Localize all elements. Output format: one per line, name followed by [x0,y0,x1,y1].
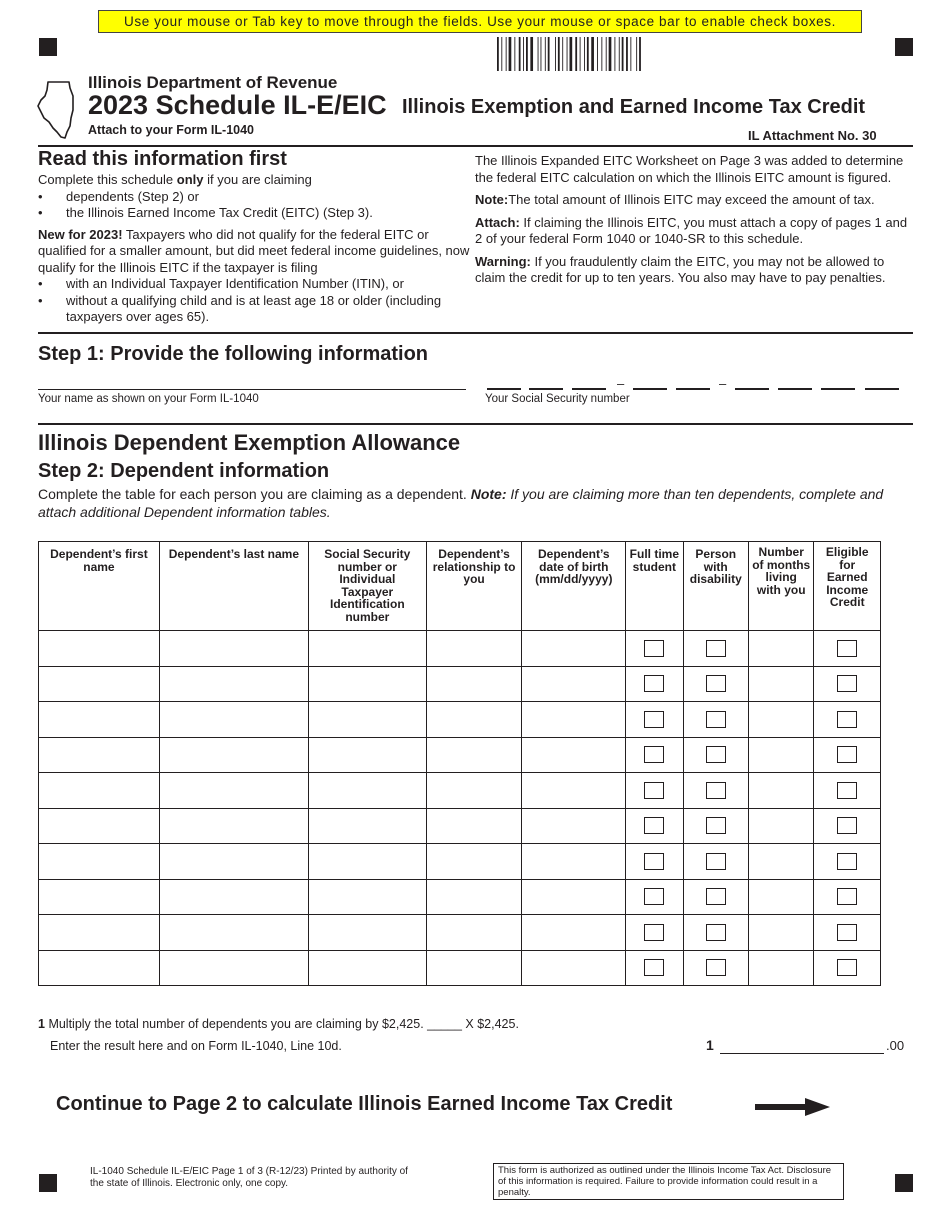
ssn-digit-7 [778,388,812,390]
full-time-student-checkbox[interactable] [644,888,664,905]
table-cell [626,666,683,702]
dob-input[interactable] [522,844,626,880]
ssn-caption: Your Social Security number [485,393,630,405]
continue-text: Continue to Page 2 to calculate Illinois Earned Income Tax Credit [56,1093,673,1115]
table-cell [683,631,748,667]
step1-heading: Step 1: Provide the following information [38,343,429,365]
table-cell [814,666,881,702]
last-name-input[interactable] [159,915,308,951]
info-bullet: • dependents (Step 2) or [38,188,199,204]
eic-eligible-checkbox[interactable] [837,782,857,799]
full-time-student-checkbox[interactable] [644,959,664,976]
table-cell [683,844,748,880]
eic-eligible-checkbox[interactable] [837,959,857,976]
last-name-input[interactable] [159,844,308,880]
info-bullet: • the Illinois Earned Income Tax Credit (EITC) (Step 3). [38,205,373,220]
line1-cents: .00 [886,1038,905,1053]
last-name-input[interactable] [159,666,308,702]
corner-mark-bottom-left [39,1174,57,1192]
dob-input[interactable] [522,950,626,986]
name-caption: Your name as shown on your Form IL-1040 [38,393,259,405]
ssn-itin-input[interactable] [308,702,426,738]
eic-eligible-checkbox[interactable] [837,888,857,905]
form-title: 2023 Schedule IL-E/EIC [88,90,387,120]
worksheet-note: The Illinois Expanded EITC Worksheet on Page 3 was added to determine the federal EITC calculation on which the Illinois EITC amount is figured. [475,153,904,185]
first-name-input[interactable] [39,844,160,880]
table-cell [683,915,748,951]
dependent-exemption-title: Illinois Dependent Exemption Allowance [38,430,461,455]
table-row [39,808,881,844]
ssn-digit-2 [529,388,563,390]
table-row [39,950,881,986]
months-living-input[interactable] [749,702,814,738]
ssn-digit-8 [821,388,855,390]
full-time-student-checkbox[interactable] [644,817,664,834]
ssn-digit-3 [572,388,606,390]
months-living-input[interactable] [749,773,814,809]
first-name-input[interactable] [39,773,160,809]
ssn-itin-input[interactable] [308,666,426,702]
disability-checkbox[interactable] [706,640,726,657]
info-heading: Read this information first [38,148,287,170]
months-living-input[interactable] [749,879,814,915]
relationship-input[interactable] [426,702,522,738]
relationship-input[interactable] [426,915,522,951]
table-cell [626,879,683,915]
last-name-input[interactable] [159,950,308,986]
last-name-input[interactable] [159,879,308,915]
line1-label: 1 [706,1037,714,1053]
disability-checkbox[interactable] [706,924,726,941]
table-cell [626,631,683,667]
col-disability: Person with disability [683,542,748,631]
last-name-input[interactable] [159,702,308,738]
table-cell [683,666,748,702]
table-cell [683,737,748,773]
table-cell [814,631,881,667]
dob-input[interactable] [522,879,626,915]
first-name-input[interactable] [39,737,160,773]
eic-eligible-checkbox[interactable] [837,675,857,692]
eic-eligible-checkbox[interactable] [837,924,857,941]
months-living-input[interactable] [749,844,814,880]
first-name-input[interactable] [39,950,160,986]
table-cell [683,773,748,809]
eitc-note: Note:The total amount of Illinois EITC may exceed the amount of tax. [475,192,875,207]
ssn-itin-input[interactable] [308,915,426,951]
col-months-living: Number of months living with you [749,542,814,631]
ssn-itin-input[interactable] [308,808,426,844]
col-eic-eligible: Eligible for Earned Income Credit [814,542,881,631]
ssn-itin-input[interactable] [308,844,426,880]
table-cell [626,915,683,951]
attach-instruction: Attach to your Form IL-1040 [88,123,254,137]
info-bullet: • with an Individual Taxpayer Identification Number (ITIN), or [38,276,404,291]
disability-checkbox[interactable] [706,711,726,728]
first-name-input[interactable] [39,702,160,738]
table-cell [683,808,748,844]
relationship-input[interactable] [426,666,522,702]
info-right-column [475,153,913,287]
table-row [39,631,881,667]
table-cell [626,844,683,880]
table-cell [626,737,683,773]
full-time-student-checkbox[interactable] [644,640,664,657]
relationship-input[interactable] [426,773,522,809]
full-time-student-checkbox[interactable] [644,853,664,870]
table-cell [626,702,683,738]
ssn-digit-1 [487,388,521,390]
ssn-itin-input[interactable] [308,773,426,809]
info-divider [38,332,913,334]
dob-input[interactable] [522,737,626,773]
table-cell [814,844,881,880]
corner-mark-top-left [39,38,57,56]
instruction-banner: Use your mouse or Tab key to move through the fields. Use your mouse or space bar to enable check boxes. [98,10,862,33]
ssn-itin-input[interactable] [308,631,426,667]
table-cell [814,773,881,809]
disability-checkbox[interactable] [706,782,726,799]
table-cell [626,808,683,844]
table-cell [683,879,748,915]
table-cell [814,702,881,738]
eic-eligible-checkbox[interactable] [837,640,857,657]
col-first-name: Dependent’s first name [39,542,160,631]
table-row [39,702,881,738]
ssn-itin-input[interactable] [308,950,426,986]
col-full-time-student: Full time student [626,542,683,631]
footer-form-id: IL-1040 Schedule IL-E/EIC Page 1 of 3 (R-12/23) Printed by authority of the state of Illinois. Electronic only, one copy. [90,1166,408,1189]
table-cell [626,773,683,809]
step1-divider [38,423,913,425]
table-row [39,879,881,915]
ssn-digit-6 [735,388,769,390]
header-divider [38,145,913,147]
barcode-icon [496,37,690,71]
step2-heading: Step 2: Dependent information [38,460,330,482]
first-name-input[interactable] [39,879,160,915]
relationship-input[interactable] [426,879,522,915]
info-bullet: • without a qualifying child and is at least age 18 or older (including taxpayers over ages 65). [38,292,442,324]
ssn-dash: – [719,376,727,391]
ssn-input[interactable] [485,370,905,392]
ssn-digit-9 [865,388,899,390]
attach-note: Attach: If claiming the Illinois EITC, you must attach a copy of pages 1 and 2 of your federal Form 1040 or 1040-SR to this schedule. [475,214,908,246]
dob-input[interactable] [522,773,626,809]
table-cell [814,950,881,986]
relationship-input[interactable] [426,844,522,880]
first-name-input[interactable] [39,808,160,844]
disability-checkbox[interactable] [706,817,726,834]
table-row [39,844,881,880]
table-cell [683,702,748,738]
corner-mark-top-right [895,38,913,56]
months-living-input[interactable] [749,915,814,951]
months-living-input[interactable] [749,808,814,844]
months-living-input[interactable] [749,631,814,667]
dob-input[interactable] [522,666,626,702]
col-date-of-birth: Dependent’s date of birth (mm/dd/yyyy) [522,542,626,631]
full-time-student-checkbox[interactable] [644,924,664,941]
ssn-digit-5 [676,388,710,390]
last-name-input[interactable] [159,737,308,773]
full-time-student-checkbox[interactable] [644,711,664,728]
department-name: Illinois Department of Revenue [88,73,338,92]
col-relationship: Dependent’s relationship to you [426,542,522,631]
disability-checkbox[interactable] [706,746,726,763]
disability-checkbox[interactable] [706,959,726,976]
table-cell [683,950,748,986]
table-cell [626,950,683,986]
eic-eligible-checkbox[interactable] [837,711,857,728]
attachment-number: IL Attachment No. 30 [748,128,877,143]
line1-amount-input[interactable] [720,1038,884,1054]
ssn-digit-4 [633,388,667,390]
ssn-dash: – [617,376,625,391]
warning-note: Warning: If you fraudulently claim the EITC, you may not be allowed to claim the credit for up to ten years. You also may have to pay penalties. [475,253,886,285]
table-cell [814,879,881,915]
eic-eligible-checkbox[interactable] [837,817,857,834]
disability-checkbox[interactable] [706,675,726,692]
dob-input[interactable] [522,808,626,844]
table-row [39,666,881,702]
dob-input[interactable] [522,631,626,667]
relationship-input[interactable] [426,631,522,667]
last-name-input[interactable] [159,808,308,844]
months-living-input[interactable] [749,666,814,702]
relationship-input[interactable] [426,950,522,986]
eic-eligible-checkbox[interactable] [837,853,857,870]
col-ssn: Social Security number or Individual Taxpayer Identification number [308,542,426,631]
new-for-2023: New for 2023! Taxpayers who did not qualify for the federal EITC or qualified for a smaller amount, but did meet federal income guidelines, now qualify for the Illinois EITC if the taxpayer is filing [38,226,470,275]
table-cell [814,915,881,951]
arrow-right-icon [755,1096,831,1118]
months-living-input[interactable] [749,737,814,773]
info-left-column [38,172,470,326]
table-row [39,915,881,951]
ssn-itin-input[interactable] [308,737,426,773]
footer-disclosure: This form is authorized as outlined under the Illinois Income Tax Act. Disclosure of this information is required. Failure to provide information could result in a penalty. [493,1163,844,1200]
relationship-input[interactable] [426,808,522,844]
eic-eligible-checkbox[interactable] [837,746,857,763]
dob-input[interactable] [522,702,626,738]
table-cell [814,808,881,844]
col-last-name: Dependent’s last name [159,542,308,631]
table-row [39,773,881,809]
disability-checkbox[interactable] [706,853,726,870]
disability-checkbox[interactable] [706,888,726,905]
first-name-input[interactable] [39,666,160,702]
name-input[interactable] [38,372,466,390]
dob-input[interactable] [522,915,626,951]
first-name-input[interactable] [39,915,160,951]
last-name-input[interactable] [159,631,308,667]
full-time-student-checkbox[interactable] [644,782,664,799]
corner-mark-bottom-right [895,1174,913,1192]
last-name-input[interactable] [159,773,308,809]
line1-text: 1 Multiply the total number of dependents you are claiming by $2,425. _____ X $2,425. [38,1017,519,1031]
form-subtitle: Illinois Exemption and Earned Income Tax Credit [402,96,866,118]
info-intro: Complete this schedule only if you are claiming [38,172,312,187]
table-row [39,737,881,773]
dependents-table [38,541,881,986]
months-living-input[interactable] [749,950,814,986]
full-time-student-checkbox[interactable] [644,746,664,763]
first-name-input[interactable] [39,631,160,667]
line1-text-2: Enter the result here and on Form IL-1040, Line 10d. [50,1039,342,1053]
ssn-itin-input[interactable] [308,879,426,915]
relationship-input[interactable] [426,737,522,773]
step2-instructions: Complete the table for each person you are claiming as a dependent. Note: If you are claiming more than ten dependents, complete and attach additional Dependent information tables. [38,486,884,520]
table-cell [814,737,881,773]
illinois-state-icon [35,80,79,140]
full-time-student-checkbox[interactable] [644,675,664,692]
